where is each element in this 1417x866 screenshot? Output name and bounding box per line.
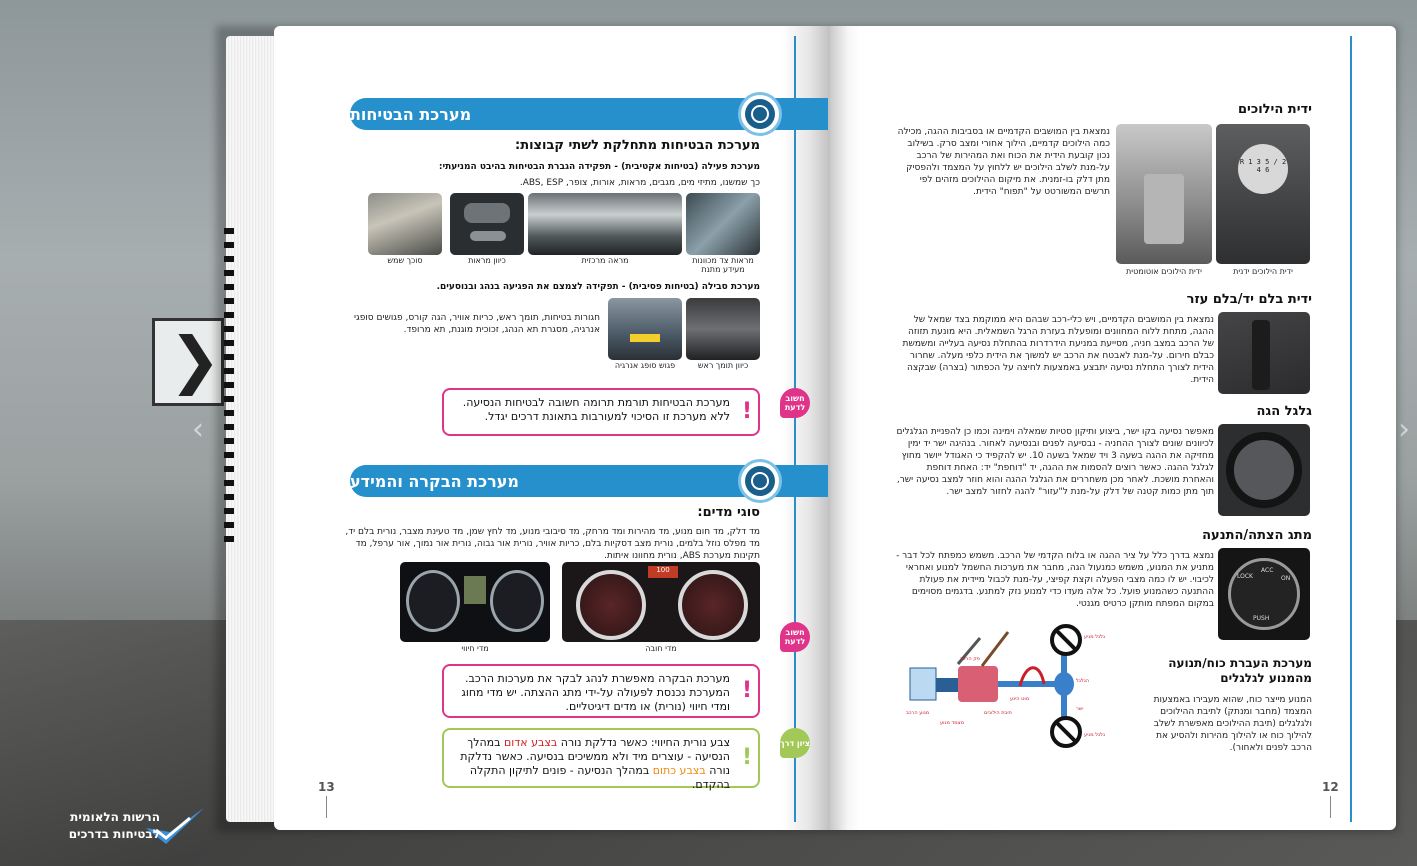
caption-bumper: פגוש סופג אנרגיה xyxy=(614,361,676,370)
nrsa-logo[interactable] xyxy=(24,804,214,848)
lock-label: LOCK xyxy=(1237,573,1253,580)
caption-side-mirror: מראות צד מכוונות מעידע מתנת xyxy=(692,256,754,274)
gear-text: נמצאת בין המושבים הקדמיים או בסביבות ההגה, מכילה כמה הילוכים קדמיים, הילוך אחורי ומצב סרק. בשילוב נכון קובעת הידית את הכוח ואת המהירות של הרכב על-מנת לשלב הילוכים יש ללחוץ על המצמד ולהפסיק מתן דלק בו-זמנית. את מיקום ההילוכים מזהים לפי תרשים המשורטט על "תפוח" הידית. xyxy=(897,127,1110,197)
warning-light-orange: בצבע כתום xyxy=(652,764,706,777)
logo-line-1: הרשות הלאומית xyxy=(70,810,160,824)
sun-visor-photo xyxy=(368,193,442,255)
ignition-text: נמצא בדרך כלל על ציר ההגה או בלוח הקדמי של הרכב. משמש כמפתח לכל דבר - מתניע את המנוע, משמש כמנעול הגה, מחבר את מערכות החשמל למנוע ואחראי לכיבוי. יש לו כמה מצבי הפעלה וקצת קפיצי, על-מנת לכבול מיידית את פעולת ההתנעה כשהמנוע פועל. כל אלה מעדו כדי למנוע נזק למתנע. בדגמים מסוימים במקום המפתח מותקן כרטיס מגנטי. xyxy=(896,551,1214,609)
diagram-label-straight: ישר xyxy=(1076,706,1084,712)
bumper-photo xyxy=(608,298,682,360)
background-chevron-sign: ❯ xyxy=(152,318,224,406)
wheel-title: גלגל הגה xyxy=(1256,404,1312,419)
diagram-engine-block xyxy=(910,668,936,700)
control-callout-text: מערכת הבקרה מאפשרת לנהג לבקר את מערכות הרכב. המערכת נכנסת לפעולה על-ידי מתג ההצתה. יש מדי מחוג ומדי חיווי (נורית) או מדים דיגיטליים. xyxy=(461,672,730,713)
headrest-photo xyxy=(686,298,760,360)
digital-readout: 100 xyxy=(648,566,678,578)
page-number-13: 13 xyxy=(318,780,335,794)
section-title-control: מערכת הבקרה והמידע xyxy=(350,471,519,491)
exclamation-icon: ! xyxy=(741,399,752,424)
right-page-blue-rule xyxy=(1350,36,1352,822)
important-tag-2: חשוב לדעת xyxy=(780,622,810,652)
diagram-label-shaft: מוט הינע xyxy=(1010,696,1030,702)
important-tag-1: חשוב לדעת xyxy=(780,388,810,418)
safety-callout-text: מערכת הבטיחות תורמת תרומה חשובה לבטיחות הנסיעה. ללא מערכת זו הסיכוי למעורבות בתאונת דרכים יגדל. xyxy=(462,396,730,423)
caption-manual-gear: ידית הילוכים ידנית xyxy=(1233,267,1293,276)
safety-subtitle: מערכת הבטיחות מתחלקת לשתי קבוצות: xyxy=(515,138,760,153)
diagram-label-car: פק הרכב xyxy=(960,656,980,662)
steering-wheel-photo xyxy=(1218,424,1310,516)
page-number-rule xyxy=(326,796,327,818)
handbrake-title: ידית בלם יד/בלם עזר xyxy=(1186,292,1312,307)
drivetrain-diagram xyxy=(900,624,1118,754)
wheel-text: מאפשר נסיעה בקו ישר, ביצוע ותיקון סטיות שמאלה וימינה וכמו כן להפניית הגלגלים לכיוונים שונים לצורך ההחניה - נבסיעה לפנים ובנסיעה לאחור. בנהיגה ישר יד ימין מחזיקה את ההגה בשעה 3 ויד שמאל בשעה 10. יש להקפיד כי האגודל ייושר מחוץ לגלגל ההגה. כאשר רוצים להסמות את ההגה, יד "דוחפת" יד: האחת דוחפת והאחרת מושכת. לאחר מכן משחררים את הגלגל ההגה והוא חוזר למצב נסיעה ישר, תוך מתן כמות קטנה של דלק על-מנת ל"עזור" להגה לחזור למצב ישר. xyxy=(896,427,1214,497)
warning-light-text-3: במהלך הנסיעה - פונים לתיקון התקלה בהקדם. xyxy=(469,764,730,791)
warning-light-callout xyxy=(442,728,760,791)
spine-side-text xyxy=(224,228,238,568)
on-label: ON xyxy=(1281,575,1291,582)
diagram-label-wheel-top: גלגל מניע xyxy=(1084,634,1106,640)
ignition-title: מתג הצתה/התנעה xyxy=(1202,528,1312,543)
automatic-gear-photo xyxy=(1116,124,1212,264)
caption-headrest: כיוון תומך ראש xyxy=(697,361,749,370)
exclamation-icon: ! xyxy=(741,678,752,703)
caption-sun-visor: סוכך שמש xyxy=(387,256,423,265)
caption-automatic-gear: ידית הילוכים אוטומטית xyxy=(1126,267,1202,276)
power-transfer-title: מערכת העברת כוח/תנועה מהמנוע לגלגלים xyxy=(1168,656,1312,685)
diagram-label-engine: מנוע הרכב xyxy=(906,710,930,716)
caption-rear-mirror: מראה מרכזית xyxy=(581,256,629,265)
diagram-label-gearbox: תיבת הילוכים xyxy=(984,710,1012,716)
control-callout xyxy=(442,664,760,718)
active-safety-heading: מערכת פעילה (בטיחות אקטיבית) - תפקידה הגברת הבטיחות בהיבט המניעתי: xyxy=(438,162,760,172)
caption-mirror-adjust: כיוון מראות xyxy=(468,256,506,265)
safety-callout xyxy=(442,388,760,436)
previous-page-arrow-icon[interactable]: ‹ xyxy=(192,412,204,447)
diagram-label-axle: הגלגל xyxy=(1076,678,1090,684)
handbrake-photo xyxy=(1218,312,1310,394)
left-page-blue-rule xyxy=(794,36,796,822)
next-page-arrow-icon[interactable]: › xyxy=(1398,412,1410,447)
side-mirror-photo xyxy=(686,193,760,255)
diagram-gear-lever xyxy=(982,632,1008,666)
push-label: PUSH xyxy=(1253,615,1270,622)
gear-title: ידית הילוכים xyxy=(1237,102,1312,117)
mandatory-gauges-photo xyxy=(562,562,760,642)
section-title-safety: מערכת הבטיחות xyxy=(350,104,472,124)
mirror-adjust-photo xyxy=(450,193,524,255)
book-spine-right xyxy=(830,26,860,830)
milestone-tag: ציון דרך xyxy=(780,728,810,758)
ignition-switch-photo xyxy=(1218,548,1310,640)
active-safety-text: כך שמשנו, מתיזי מים, מגבים, מראות, אורות, צופר, ABS, ESP. xyxy=(519,178,760,188)
steering-wheel-icon xyxy=(738,459,782,503)
warning-light-text-2: במהלך הנסיעה - עוצרים מיד ולא ממשיכים בנסיעה. כאשר נדלקת נורה xyxy=(460,736,730,777)
passive-safety-text: חגורות בטיחות, תומך ראש, כריות אוויר, הגה קורס, פגושים סופגי אנרגיה, מסגרת תא הנהג, זכוכית מוגנת, תא מרופד. xyxy=(353,313,600,335)
diagram-clutch xyxy=(936,678,958,692)
page-number-rule xyxy=(1330,796,1331,818)
warning-light-text-1: צבע נורית החיווי: כאשר נדלקת נורה xyxy=(557,736,730,749)
diagram-label-clutch: מצמד מנוע xyxy=(940,720,964,726)
caption-indicator-gauges: מדי חיווי xyxy=(461,644,489,653)
exclamation-icon: ! xyxy=(741,745,752,770)
gauges-text: מד דלק, מד חום מנוע, מד מהירות ומד מרחק, מד סיבובי מנוע, מד לחץ שמן, מד טעינת מצבר, נורית בלם יד, מד מפלס נוזל בלמים, נורית מצב דסקיות בלם, כריות אוויר, נורית אור גבוה, נורית אור נמוך, אור ערפל, מד תקינות מערכת ABS, נורית מחוונו איתות. xyxy=(345,527,760,561)
manual-gear-photo xyxy=(1216,124,1310,264)
page-number-12: 12 xyxy=(1322,780,1339,794)
power-transfer-text: המנוע מייצר כוח, שהוא מעבירו באמצעות המצמד (מחבר ומנתק) לתיבת ההילוכים ולגלגלים (תיבת ההילוכים מאפשרת לשלב להילוך כוח או להילוך מהירות ולהסיע את הרכב לפנים ולאחור). xyxy=(1153,695,1312,753)
gauges-subtitle: סוגי מדים: xyxy=(697,505,760,520)
warning-light-red: בצבע אדום xyxy=(504,736,558,749)
handbrake-text: נמצאת בין המושבים הקדמיים, ויש כלי-רכב שבהם היא ממוקמת בצד שמאל של ההגה, מתחת ללוח המחוונים ומופעלת בעזרת הרגל השמאלית. היא מונעת תזוזה של הרכב במצב חניה, מסייעת במניעת הידרדרות בהתחלת נסיעה בעלייה ומשמשת כבלם חירום. על-מנת לאבטח את הרכב יש למשוך את הידית כלפי מעלה. שחרור הידית לצורך התחלת נסיעה יתבצע באמצעות לחיצה על הכפתור (בצרה) שבקצה הידית. xyxy=(902,315,1214,385)
caption-mandatory-gauges: מדי חובה xyxy=(645,644,677,653)
gear-knob-pattern: R 1 3 5 / 2 4 6 xyxy=(1238,144,1288,194)
rear-view-mirror-photo xyxy=(528,193,682,255)
steering-wheel-icon xyxy=(738,92,782,136)
diagram-gearbox xyxy=(958,666,998,702)
book-spine-left xyxy=(782,26,832,830)
indicator-gauges-photo xyxy=(400,562,550,642)
logo-line-2: לבטיחות בדרכים xyxy=(68,827,160,841)
diagram-label-wheel-bottom: גלגל מניע xyxy=(1084,732,1106,738)
acc-label: ACC xyxy=(1261,567,1274,574)
passive-safety-heading: מערכת סבילה (בטיחות פסיבית) - תפקידה לצמצם את הפגיעה בנהג ובנוסעים. xyxy=(436,282,760,292)
